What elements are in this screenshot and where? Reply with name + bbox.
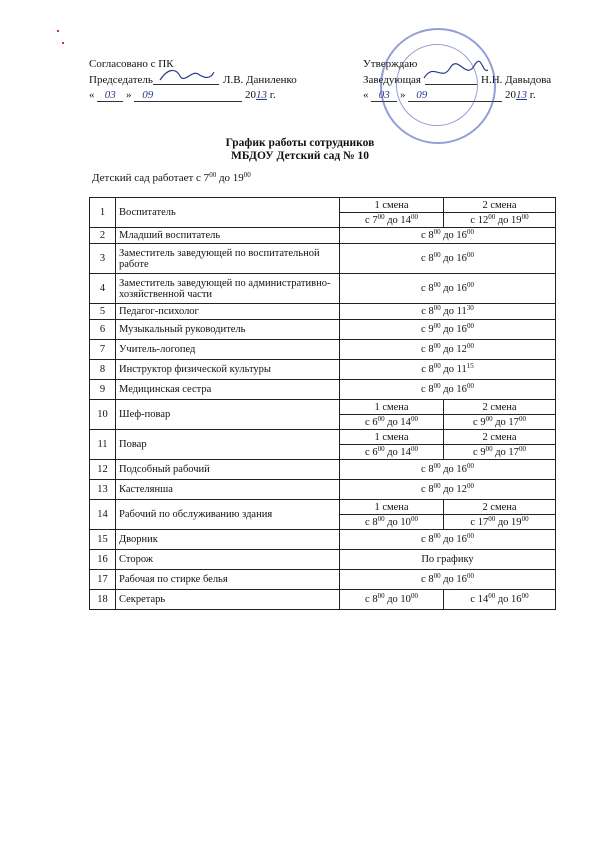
row-number: 13 (90, 480, 116, 500)
row-role: Учитель-логопед (116, 340, 340, 360)
time-from-min: 00 (488, 592, 496, 600)
time-to: до 12 (443, 484, 467, 495)
work-hours (340, 480, 556, 500)
row-role: Сторож (116, 550, 340, 570)
row-number: 2 (90, 228, 116, 244)
approval-right-role: Заведующая (363, 74, 421, 86)
left-date-year-end: г. (269, 89, 276, 101)
time-from: с 6 (365, 416, 378, 428)
row-role: Заместитель заведующей по воспитательной работе (116, 244, 340, 274)
time-to: до 14 (387, 214, 411, 226)
row-number: 12 (90, 460, 116, 480)
work-hours (340, 530, 556, 550)
table-row (90, 590, 556, 610)
time-from: с 8 (421, 484, 434, 495)
work-hours (340, 360, 556, 380)
intro-text (92, 172, 251, 184)
doc-title-line2: МБДОУ Детский сад № 10 (231, 150, 369, 162)
row-number: 3 (90, 244, 116, 274)
approval-left-name: Л.В. Даниленко (223, 74, 297, 86)
intro-sup-a: 00 (209, 171, 217, 179)
row-number: 14 (90, 500, 116, 530)
time-from-min: 00 (433, 251, 441, 259)
approval-right-name: Н.Н. Давыдова (481, 74, 552, 86)
shift2-time (444, 213, 556, 228)
time-to: до 11 (443, 364, 467, 375)
right-date-year-prefix: 20 (505, 89, 516, 101)
time-from: с 8 (421, 364, 434, 375)
time-to: до 16 (443, 230, 467, 241)
time-to: до 16 (443, 574, 467, 585)
row-number: 9 (90, 380, 116, 400)
row-number: 10 (90, 400, 116, 430)
approval-left-title: Согласовано с ПК (89, 58, 174, 70)
row-number: 6 (90, 320, 116, 340)
row-role: Педагог-психолог (116, 304, 340, 320)
left-date-day: 03 (97, 89, 123, 102)
shift2-time (444, 415, 556, 430)
row-role: Рабочий по обслуживанию здания (116, 500, 340, 530)
time-to-min: 00 (466, 462, 474, 470)
row-role: Рабочая по стирке белья (116, 570, 340, 590)
table-row (90, 550, 556, 570)
time-from: с 6 (365, 446, 378, 458)
right-date-year-end: г. (529, 89, 536, 101)
work-hours (340, 304, 556, 320)
time-from: с 8 (421, 384, 434, 395)
time-to: до 14 (387, 446, 411, 458)
intro-text-b: до 19 (218, 172, 244, 184)
time-to: до 16 (497, 594, 522, 605)
table-row (90, 570, 556, 590)
time-to: до 10 (387, 594, 411, 605)
time-to: до 16 (443, 464, 467, 475)
shift1-label: 1 смена (340, 500, 444, 515)
shift1-time (340, 213, 444, 228)
row-role: Повар (116, 430, 340, 460)
time-to-min: 00 (466, 281, 474, 289)
shift1-time (340, 590, 444, 610)
time-to-min: 00 (410, 514, 418, 523)
time-from: с 9 (473, 446, 486, 458)
intro-text-a: Детский сад работает с 7 (92, 172, 210, 184)
time-from: с 14 (470, 594, 489, 605)
row-role: Дворник (116, 530, 340, 550)
row-role: Секретарь (116, 590, 340, 610)
shift2-label: 2 смена (444, 400, 556, 415)
time-from: с 8 (421, 464, 434, 475)
work-hours (340, 244, 556, 274)
left-date-month: 09 (134, 89, 242, 102)
time-to: до 19 (497, 214, 522, 226)
time-from: с 12 (470, 214, 489, 226)
time-to-min: 00 (410, 444, 418, 453)
shift1-time (340, 445, 444, 460)
time-to-min: 00 (521, 592, 529, 600)
time-to-min: 00 (466, 322, 474, 330)
work-hours (340, 460, 556, 480)
intro-sup-b: 00 (243, 171, 251, 179)
time-to: до 16 (443, 283, 467, 294)
schedule-table (89, 197, 556, 610)
time-to-min: 00 (466, 572, 474, 580)
row-number: 11 (90, 430, 116, 460)
time-to: до 17 (495, 416, 519, 428)
time-to: до 12 (443, 344, 467, 355)
time-to-min: 00 (521, 212, 529, 221)
table-row (90, 500, 556, 515)
time-from-min: 00 (377, 212, 385, 221)
time-to-min: 00 (466, 342, 474, 350)
shift2-label: 2 смена (444, 430, 556, 445)
time-to: до 14 (387, 416, 411, 428)
row-number: 18 (90, 590, 116, 610)
row-number: 15 (90, 530, 116, 550)
time-from: с 8 (365, 594, 378, 605)
time-from-min: 00 (488, 514, 496, 523)
table-row (90, 244, 556, 274)
table-row (90, 320, 556, 340)
row-number: 17 (90, 570, 116, 590)
row-role: Шеф-повар (116, 400, 340, 430)
time-from-min: 00 (377, 444, 385, 453)
time-to: до 16 (443, 534, 467, 545)
row-role: Воспитатель (116, 198, 340, 228)
time-to: до 16 (443, 253, 467, 264)
shift2-label: 2 смена (444, 198, 556, 213)
time-from: с 8 (365, 516, 378, 528)
time-to-min: 00 (466, 251, 474, 259)
time-to-min: 00 (466, 482, 474, 490)
signature-left (158, 66, 216, 84)
left-date (89, 89, 276, 102)
right-date-year-suffix: 13 (516, 89, 527, 101)
time-from-min: 00 (377, 514, 385, 523)
time-from-min: 00 (377, 592, 385, 600)
time-to: до 16 (443, 324, 467, 335)
shift1-label: 1 смена (340, 400, 444, 415)
approval-right-title: Утверждаю (363, 58, 418, 70)
row-number: 7 (90, 340, 116, 360)
time-from-min: 00 (433, 362, 441, 370)
time-from: с 8 (421, 253, 434, 264)
shift1-time (340, 515, 444, 530)
time-to-min: 00 (518, 414, 526, 423)
row-number: 5 (90, 304, 116, 320)
time-from: с 8 (421, 306, 434, 317)
table-row (90, 304, 556, 320)
shift1-time (340, 415, 444, 430)
row-role: Кастелянша (116, 480, 340, 500)
time-from-min: 00 (433, 532, 441, 540)
time-from: с 17 (470, 516, 489, 528)
work-hours (340, 228, 556, 244)
time-to: до 11 (443, 306, 467, 317)
time-to-min: 00 (466, 228, 474, 236)
row-role: Заместитель заведующей по административно-хозяйственной части (116, 274, 340, 304)
time-from-min: 00 (433, 342, 441, 350)
time-to-min: 00 (410, 414, 418, 423)
time-from-min: 00 (433, 228, 441, 236)
right-date-day: 03 (371, 89, 397, 102)
time-from-min: 00 (433, 382, 441, 390)
work-hours (340, 274, 556, 304)
time-from: с 8 (421, 283, 434, 294)
time-from-min: 00 (433, 482, 441, 490)
shift2-time (444, 590, 556, 610)
table-row (90, 340, 556, 360)
time-to: до 17 (495, 446, 519, 458)
schedule-text: По графику (340, 550, 556, 570)
table-row (90, 400, 556, 415)
signature-right (420, 58, 490, 88)
time-from: с 7 (365, 214, 378, 226)
shift2-time (444, 445, 556, 460)
left-date-open: « (89, 89, 95, 101)
time-to-min: 00 (466, 382, 474, 390)
time-to-min: 15 (466, 362, 474, 370)
shift2-label: 2 смена (444, 500, 556, 515)
shift1-label: 1 смена (340, 198, 444, 213)
time-to-min: 00 (518, 444, 526, 453)
time-from: с 8 (421, 230, 434, 241)
shift2-time (444, 515, 556, 530)
row-number: 4 (90, 274, 116, 304)
shift1-label: 1 смена (340, 430, 444, 445)
time-from-min: 00 (485, 414, 493, 423)
left-date-year-suffix: 13 (256, 89, 267, 101)
right-date-month: 09 (408, 89, 502, 102)
time-from-min: 00 (485, 444, 493, 453)
time-from: с 9 (421, 324, 434, 335)
time-from: с 8 (421, 534, 434, 545)
row-role: Младший воспитатель (116, 228, 340, 244)
time-from-min: 00 (433, 322, 441, 330)
scan-mark (57, 30, 59, 32)
work-hours (340, 340, 556, 360)
time-to: до 19 (497, 516, 522, 528)
row-role: Подсобный рабочий (116, 460, 340, 480)
work-hours (340, 380, 556, 400)
time-to-min: 00 (521, 514, 529, 523)
scan-mark (62, 42, 64, 44)
time-from-min: 00 (377, 414, 385, 423)
time-to-min: 00 (466, 532, 474, 540)
time-from-min: 00 (433, 462, 441, 470)
row-role: Медицинская сестра (116, 380, 340, 400)
time-from-min: 00 (433, 572, 441, 580)
right-date-mid: » (400, 89, 406, 101)
work-hours (340, 570, 556, 590)
time-from: с 8 (421, 574, 434, 585)
table-row (90, 228, 556, 244)
time-from-min: 00 (433, 281, 441, 289)
table-row (90, 380, 556, 400)
row-number: 8 (90, 360, 116, 380)
row-role: Инструктор физической культуры (116, 360, 340, 380)
right-date-open: « (363, 89, 369, 101)
left-date-mid: » (126, 89, 132, 101)
row-role: Музыкальный руководитель (116, 320, 340, 340)
table-row (90, 430, 556, 445)
table-row (90, 530, 556, 550)
time-from-min: 00 (488, 212, 496, 221)
row-number: 16 (90, 550, 116, 570)
time-from: с 9 (473, 416, 486, 428)
time-to-min: 30 (466, 304, 474, 312)
time-to-min: 00 (410, 592, 418, 600)
work-hours (340, 320, 556, 340)
time-to: до 10 (387, 516, 411, 528)
table-row (90, 274, 556, 304)
approval-left-role: Председатель (89, 74, 153, 86)
table-row (90, 360, 556, 380)
table-row (90, 198, 556, 213)
time-to: до 16 (443, 384, 467, 395)
time-from: с 8 (421, 344, 434, 355)
row-number: 1 (90, 198, 116, 228)
table-row (90, 480, 556, 500)
time-from-min: 00 (433, 304, 441, 312)
doc-title-line1: График работы сотрудников (225, 137, 375, 149)
table-row (90, 460, 556, 480)
left-date-year-prefix: 20 (245, 89, 256, 101)
time-to-min: 00 (410, 212, 418, 221)
